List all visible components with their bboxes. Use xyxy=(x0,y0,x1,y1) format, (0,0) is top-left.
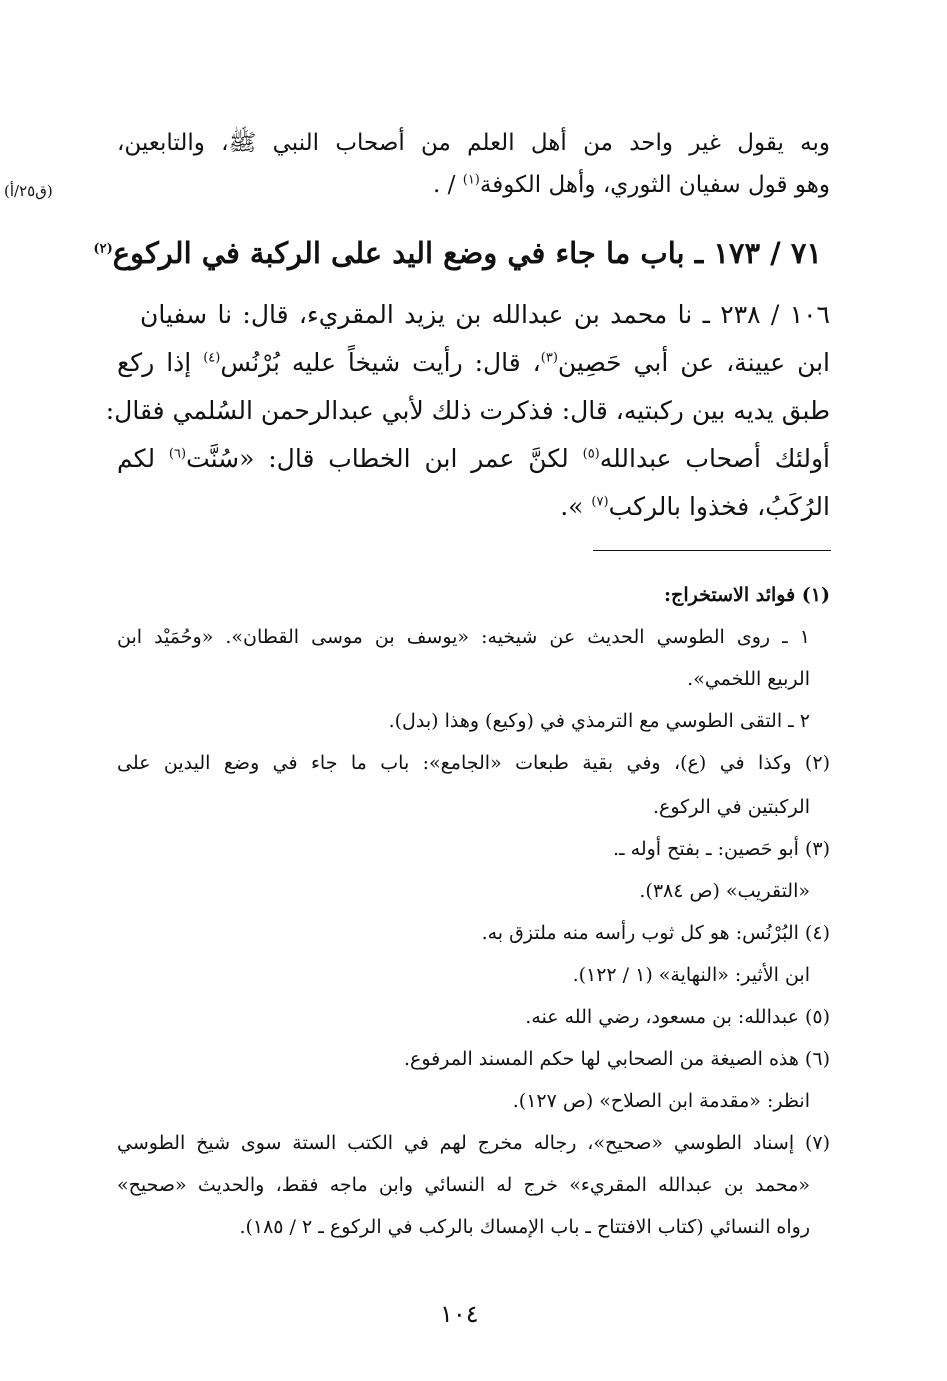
footnote-ref-4[interactable]: (٤) xyxy=(203,350,221,366)
footnote-ref-7[interactable]: (٧) xyxy=(591,494,609,510)
hadith-line-5a: الرُكَبُ، فخذوا بالركب xyxy=(608,492,830,521)
hadith-line-2a: ابن عيينة، عن أبي حَصِين xyxy=(557,348,831,377)
footnote-1-item-1: ١ ـ روى الطوسي الحديث عن شيخيه: «يوسف بن موسى القطان». «وحُمَيْد ابن xyxy=(117,626,810,648)
hadith-line-5b: ». xyxy=(560,492,592,521)
hadith-line-5 xyxy=(560,492,830,521)
chapter-heading xyxy=(93,236,822,270)
footnote-7-cont-2: رواه النسائي (كتاب الافتتاح ـ باب الإمساك بالركب في الركوع ـ ٢ / ١٨٥). xyxy=(239,1216,810,1238)
hadith-line-2b: ، قال: رأيت شيخاً عليه بُرْنُس xyxy=(220,348,541,377)
intro-line-2-text: وهو قول سفيان الثوري، وأهل الكوفة xyxy=(479,172,830,198)
footnote-4: (٤) البُرْنُس: هو كل ثوب رأسه منه ملتزق به. xyxy=(481,922,830,944)
hadith-line-2c: إذا ركع xyxy=(117,348,204,377)
footnote-2: (٢) وكذا في (ع)، وفي بقية طبعات «الجامع»: باب ما جاء في وضع اليدين على xyxy=(117,752,830,774)
hadith-line-4 xyxy=(117,444,830,473)
intro-line-2-end: / . xyxy=(433,172,463,198)
footnote-1-item-1-cont: الربيع اللخمي». xyxy=(687,668,810,690)
footnote-ref-6[interactable]: (٦) xyxy=(168,446,187,462)
hadith-line-4c: لكم xyxy=(117,444,169,473)
hadith-line-4b: لكنَّ عمر ابن الخطاب قال: «سُنَّت xyxy=(186,444,583,473)
chapter-heading-text: ٧١ / ١٧٣ ـ باب ما جاء في وضع اليد على الركبة في الركوع xyxy=(112,236,822,270)
hadith-line-2 xyxy=(117,348,830,377)
intro-line-2 xyxy=(433,172,830,198)
footnote-ref-1[interactable]: (١) xyxy=(462,172,480,188)
footnote-3: (٣) أبو حَصين: ـ بفتح أوله ـ. xyxy=(613,838,830,860)
footnote-4-source: ابن الأثير: «النهاية» (١ / ١٢٢). xyxy=(572,964,810,986)
page-number: ١٠٤ xyxy=(440,1300,479,1328)
footnote-5: (٥) عبدالله: بن مسعود، رضي الله عنه. xyxy=(525,1006,830,1028)
footnote-7-cont-1: «محمد بن عبدالله المقريء» خرج له النسائي وابن ماجه فقط، والحديث «صحيح» xyxy=(117,1174,810,1196)
footnote-7: (٧) إسناد الطوسي «صحيح»، رجاله مخرج لهم في الكتب الستة سوى شيخ الطوسي xyxy=(117,1132,830,1154)
footnote-3-source: «التقريب» (ص ٣٨٤). xyxy=(639,880,810,902)
footnote-1-item-2: ٢ ـ التقى الطوسي مع الترمذي في (وكيع) وهذا (بدل). xyxy=(388,710,810,732)
footnote-ref-5[interactable]: (٥) xyxy=(582,446,600,462)
footnote-2-cont: الركبتين في الركوع. xyxy=(652,796,810,818)
footnote-ref-3[interactable]: (٣) xyxy=(540,350,558,366)
hadith-line-4a: أولئك أصحاب عبدالله xyxy=(599,444,830,473)
footnote-separator xyxy=(593,550,831,551)
footnote-6: (٦) هذه الصيغة من الصحابي لها حكم المسند المرفوع. xyxy=(403,1048,830,1070)
footnote-6-source: انظر: «مقدمة ابن الصلاح» (ص ١٢٧). xyxy=(512,1090,810,1112)
hadith-line-1: ١٠٦ / ٢٣٨ ـ نا محمد بن عبدالله بن يزيد المقريء، قال: نا سفيان xyxy=(140,300,830,329)
intro-line-1: وبه يقول غير واحد من أهل العلم من أصحاب النبي ﷺ، والتابعين، xyxy=(117,130,830,156)
marginal-folio-ref: (ق٢٥/أ) xyxy=(4,182,53,200)
footnote-1: (١) فوائد الاستخراج: xyxy=(664,584,830,606)
footnote-ref-2[interactable]: (٢) xyxy=(93,241,113,257)
hadith-line-3: طبق يديه بين ركبتيه، قال: فذكرت ذلك لأبي عبدالرحمن السُلمي فقال: xyxy=(105,396,830,425)
